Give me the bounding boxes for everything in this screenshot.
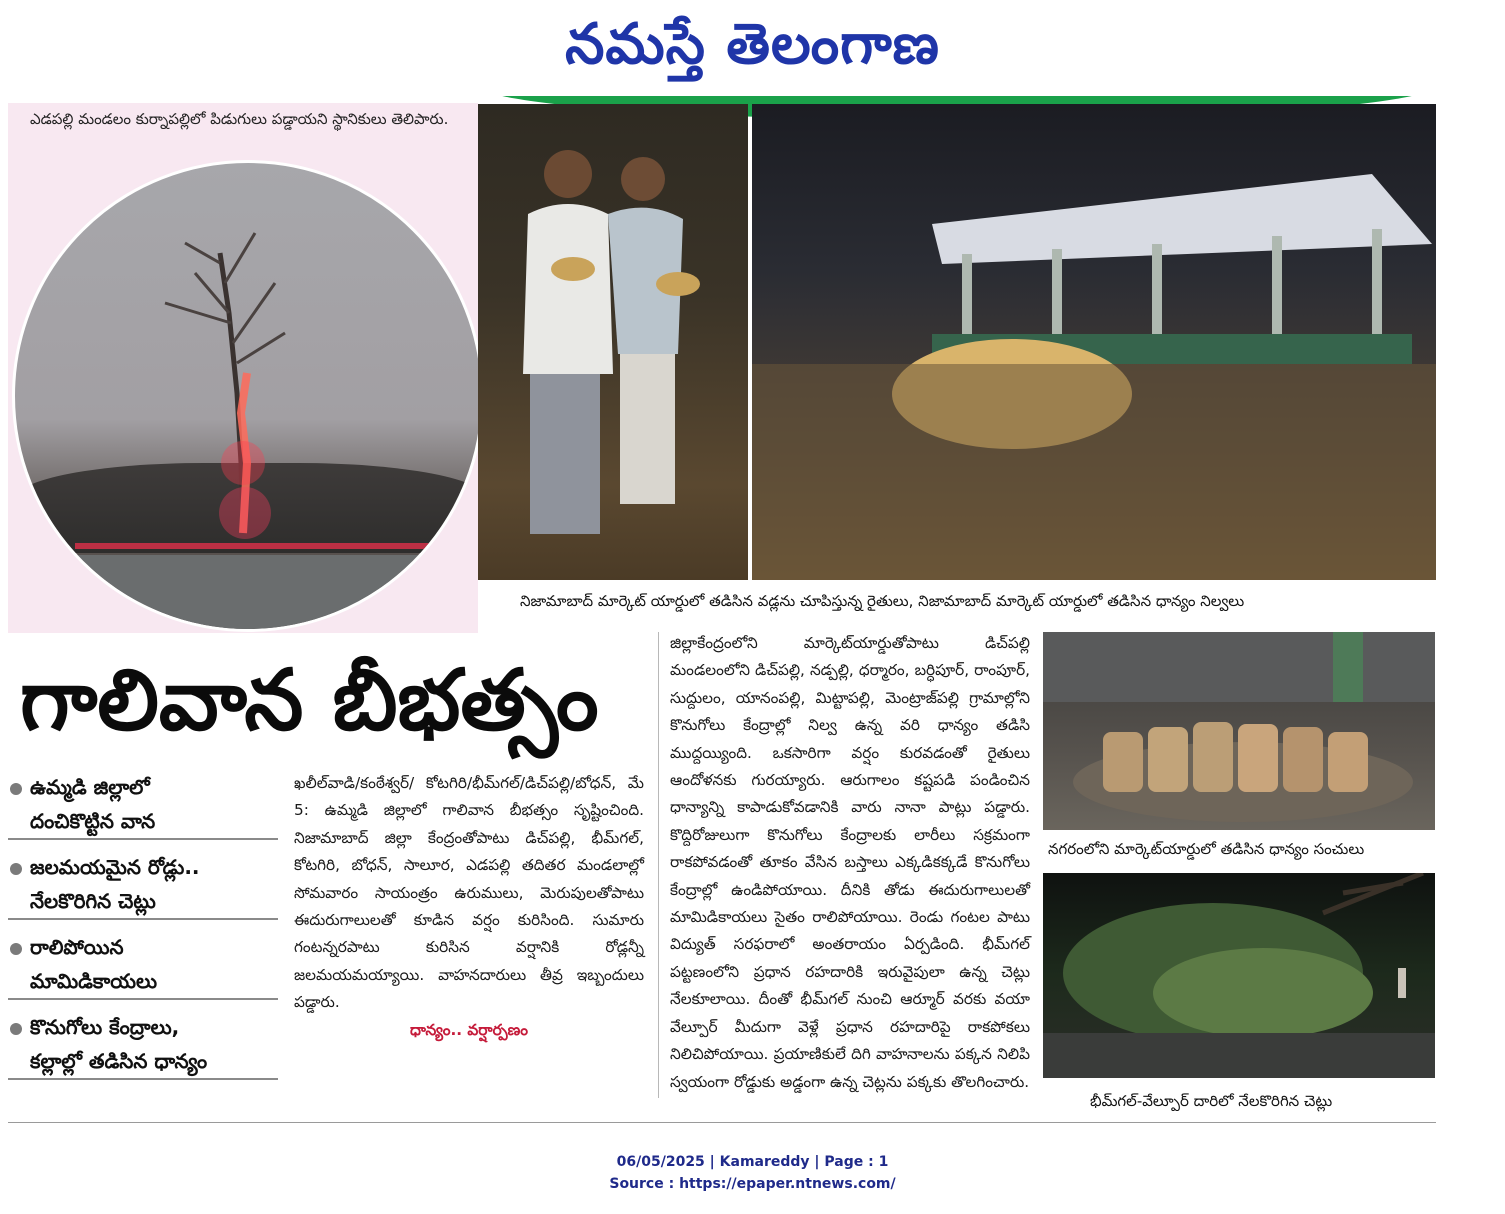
photo-caption: భీమ్‌గల్-వేల్పూర్ దారిలో నేలకొరిగిన చెట్లు: [1090, 1092, 1333, 1110]
photo-caption: నిజామాబాద్ మార్కెట్ యార్డులో తడిసిన వడ్లను చూపిస్తున్న రైతులు, నిజామాబాద్ మార్కెట్ యార్డులో తడిసిన ధాన్యం నిల్వలు: [520, 592, 1245, 610]
lightning-caption: ఎడపల్లి మండలం కుర్నాపల్లిలో పిడుగులు పడ్డాయని స్థానికులు తెలిపారు.: [30, 110, 449, 128]
highlight-item: [8, 1010, 278, 1080]
farmers-photo: [478, 104, 748, 580]
market-yard-photo: [752, 104, 1436, 580]
newspaper-logo: నమస్తే తెలంగాణ: [565, 11, 940, 77]
masthead: [0, 4, 1505, 84]
highlight-line: నేలకొరిగిన చెట్లు: [30, 889, 156, 913]
highlight-line: ఉమ్మడి జిల్లాలో: [30, 775, 150, 799]
grain-sacks-photo: [1043, 632, 1435, 830]
farmers-drawing: [478, 104, 748, 580]
article-subheading: ధాన్యం.. వర్షార్పణం: [410, 1020, 528, 1039]
page-divider: [8, 1122, 1436, 1123]
headline: గాలివాన బీభత్సం: [20, 651, 599, 749]
tree-drawing: [15, 163, 484, 632]
article-column-2: [670, 630, 1030, 1096]
highlight-line: రాలిపోయిన: [30, 935, 124, 959]
highlight-line: మామిడికాయలు: [30, 969, 158, 993]
highlight-line: జలమయమైన రోడ్లు..: [30, 855, 200, 879]
bullet-icon: [10, 1023, 22, 1035]
tree-lightning-photo: [12, 160, 484, 632]
bullet-icon: [10, 943, 22, 955]
article-paragraph: జిల్లాకేంద్రంలోని మార్కెట్‌యార్డుతోపాటు డిచ్‌పల్లి మండలంలోని డిచ్‌పల్లి, నడ్పల్లి, ధర్మారం, బర్ధిపూర్, రాంపూర్, సుద్దులం, యానంపల్లి, మిట్టాపల్లి, మెంట్రాజ్‌పల్లి గ్రామాల్లోని కొనుగోలు కేంద్రాల్లో నిల్వ ఉన్న వరి ధాన్యం తడిసి ముద్దయ్యింది. ఒకసారిగా వర్షం కురవడంతో రైతులు ఆందోళనకు గురయ్యారు. ఆరుగాలం కష్టపడి పండించిన ధాన్యాన్ని కాపాడుకోవడానికి వారు నానా పాట్లు పడ్డారు. కొద్దిరోజులుగా కొనుగోలు కేంద్రాలకు లారీలు సక్రమంగా రాకపోవడంతో తూకం వేసిన బస్తాలు ఎక్కడికక్కడే కొనుగోలు కేంద్రాల్లో ఉండిపోయాయి. దీనికి తోడు ఈదురుగాలులతో మామిడికాయలు సైతం రాలిపోయాయి. రెండు గంటల పాటు విద్యుత్ సరఫరాలో అంతరాయం ఏర్పడింది. భీమ్‌గల్ పట్టణంలోని ప్రధాన రహదారికి ఇరువైపులా ఉన్న చెట్లు నేలకూలాయి. దీంతో భీమ్‌గల్ నుంచి ఆర్మూర్ వరకు వయా వేల్పూర్ మీదుగా వెళ్లే ప్రధాన రహదారిపై రాకపోకలు నిలిచిపోయాయి. ప్రయాణికులే దిగి వాహనాలను పక్కన నిలిపి స్వయంగా రోడ్డుకు అడ్డంగా ఉన్న చెట్లను పక్కకు తొలగించారు.: [670, 634, 1030, 1091]
tree-fallen-drawing: [1043, 873, 1435, 1078]
highlight-item: [8, 850, 278, 920]
highlight-line: కల్లాల్లో తడిసిన ధాన్యం: [30, 1049, 208, 1073]
article-paragraph: ఖలీల్‌వాడి/కంఠేశ్వర్/ కోటగిరి/భీమ్‌గల్/డిచ్‌పల్లి/బోధన్, మే 5: ఉమ్మడి జిల్లాలో గాలివాన బీభత్సం సృష్టించింది. నిజామాబాద్ జిల్లా కేంద్రంతోపాటు డిచ్‌పల్లి, భీమ్‌గల్, కోటగిరి, బోధన్, సాలూర, ఎడపల్లి తదితర మండలాల్లో సోమవారం సాయంత్రం ఉరుములు, మెరుపులతోపాటు ఈదురుగాలులతో కూడిన వర్షం కురిసింది. సుమారు గంటన్నరపాటు కురిసిన వర్షానికి రోడ్లన్నీ జలమయమయ్యాయి. వాహనదారులు తీవ్ర ఇబ్బందులు పడ్డారు.: [294, 774, 644, 1012]
fallen-tree-photo: [1043, 873, 1435, 1078]
article-column-1: [294, 770, 644, 1044]
page-info: 06/05/2025 | Kamareddy | Page : 1: [616, 1154, 889, 1170]
highlight-line: దంచికొట్టిన వాన: [30, 809, 156, 833]
column-divider: [658, 632, 659, 1098]
highlight-item: [8, 930, 278, 1000]
bullet-icon: [10, 783, 22, 795]
highlights-list: [8, 770, 278, 1090]
highlight-line: కొనుగోలు కేంద్రాలు,: [30, 1015, 180, 1039]
photo-caption: నగరంలోని మార్కెట్‌యార్డులో తడిసిన ధాన్యం సంచులు: [1048, 840, 1365, 858]
source-link[interactable]: Source : https://epaper.ntnews.com/: [609, 1176, 896, 1192]
market-drawing: [752, 104, 1436, 580]
sacks-drawing: [1043, 632, 1435, 830]
highlight-item: [8, 770, 278, 840]
bullet-icon: [10, 863, 22, 875]
